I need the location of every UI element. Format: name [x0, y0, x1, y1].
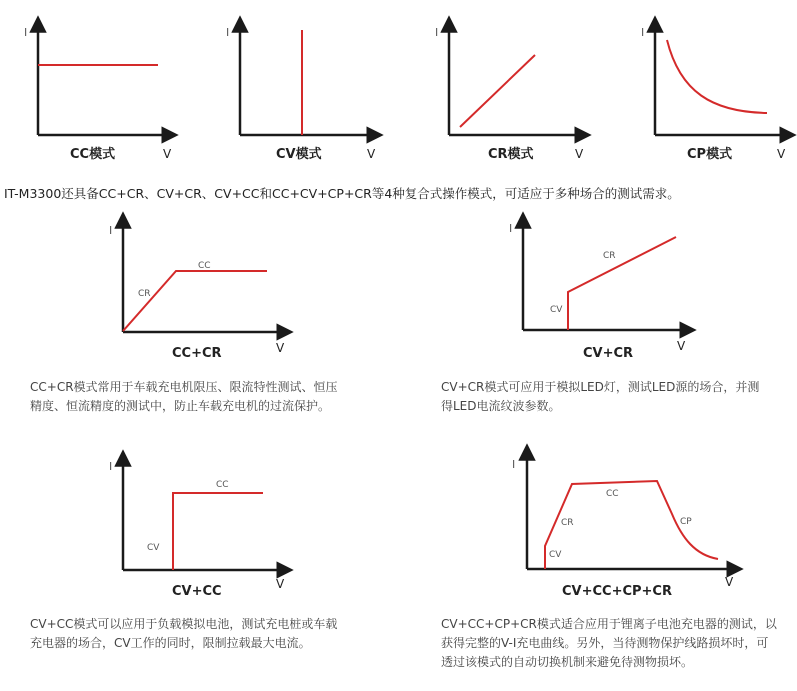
segment-label-cc: CC [198, 261, 211, 271]
caption-line: 精度、恒流精度的测试中，防止车载充电机的过流保护。 [30, 399, 331, 413]
x-axis-label: V [677, 339, 686, 353]
cv-cc-title: CV+CC [172, 584, 222, 599]
caption-line: 充电器的场合，CV工作的同时，限制拉载最大电流。 [30, 636, 311, 650]
y-axis-label: I [641, 26, 645, 39]
caption-line: 获得完整的V-I充电曲线。另外，当待测物保护线路损坏时，可 [441, 636, 769, 650]
cv-cc-cp-cr-title: CV+CC+CP+CR [562, 584, 672, 599]
segment-label-cc: CC [606, 489, 619, 499]
intro-text: IT-M3300还具备CC+CR、CV+CR、CV+CC和CC+CV+CP+CR等4种复合式操作模式，可适应于多种场合的测试需求。 [4, 186, 680, 201]
y-axis-label: I [435, 26, 439, 39]
cv-cr-graph [509, 220, 688, 361]
cp-curve [667, 40, 767, 113]
x-axis-label: V [575, 147, 584, 161]
caption-line: 得LED电流纹波参数。 [441, 399, 561, 413]
cr-curve [460, 55, 535, 127]
cv-cc-caption [30, 615, 337, 653]
cv-cr-caption [441, 378, 759, 416]
segment-label-cp: CP [680, 517, 692, 527]
cc-cr-caption [30, 378, 338, 416]
y-axis-label: I [109, 460, 113, 473]
cv-cc-cp-cr-caption [441, 615, 777, 672]
y-axis-label: I [24, 26, 28, 39]
cv-cr-curve [568, 237, 676, 330]
caption-line: CC+CR模式常用于车载充电机限压、限流特性测试、恒压 [30, 380, 338, 394]
cr-mode-title: CR模式 [488, 147, 534, 162]
x-axis-label: V [367, 147, 376, 161]
segment-label-cr: CR [561, 518, 574, 528]
x-axis-label: V [276, 577, 285, 591]
cv-cc-graph [109, 458, 285, 599]
y-axis-label: I [512, 458, 516, 471]
cc-cr-graph [109, 220, 285, 361]
cv-mode-graph [226, 24, 376, 162]
caption-line: CV+CC+CP+CR模式适合应用于锂离子电池充电器的测试，以 [441, 617, 777, 631]
cc-mode-title: CC模式 [70, 147, 116, 162]
cv-cc-curve [173, 493, 263, 570]
y-axis-label: I [509, 222, 513, 235]
cv-mode-title: CV模式 [276, 147, 322, 162]
cc-mode-graph [24, 24, 172, 162]
cp-mode-title: CP模式 [687, 147, 733, 162]
segment-label-cv: CV [550, 305, 563, 315]
cp-mode-graph [641, 24, 788, 162]
segment-label-cr: CR [603, 251, 616, 261]
cc-cr-title: CC+CR [172, 346, 222, 361]
y-axis-label: I [109, 224, 113, 237]
cc-cr-curve [123, 271, 267, 331]
x-axis-label: V [725, 575, 734, 589]
segment-label-cc: CC [216, 480, 229, 490]
x-axis-label: V [163, 147, 172, 161]
y-axis-label: I [226, 26, 230, 39]
caption-line: 透过该模式的自动切换机制来避免待测物损坏。 [441, 655, 694, 669]
segment-label-cv: CV [549, 550, 562, 560]
x-axis-label: V [777, 147, 786, 161]
caption-line: CV+CC模式可以应用于负载模拟电池，测试充电桩或车载 [30, 617, 338, 631]
cr-mode-graph [435, 24, 584, 162]
cv-cc-cp-cr-graph [512, 452, 735, 599]
cv-cr-title: CV+CR [583, 346, 634, 361]
caption-line: CV+CR模式可应用于模拟LED灯，测试LED源的场合，并测 [441, 380, 760, 394]
segment-label-cv: CV [147, 543, 160, 553]
x-axis-label: V [276, 341, 285, 355]
segment-label-cr: CR [138, 289, 151, 299]
